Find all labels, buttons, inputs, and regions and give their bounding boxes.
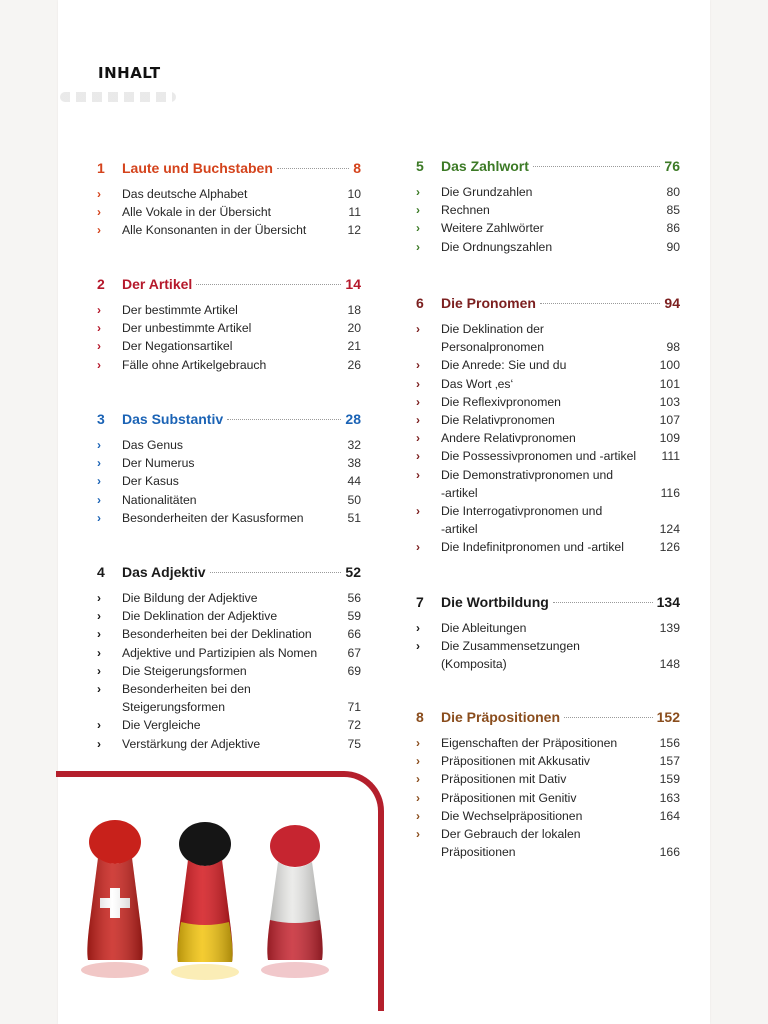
toc-entry[interactable] xyxy=(416,429,680,447)
entry-title: Das Wort ‚es‘ xyxy=(441,376,514,391)
entry-title: Die Zusammensetzungen (Komposita) xyxy=(441,639,580,672)
toc-entry[interactable] xyxy=(97,454,361,472)
chapter-5 xyxy=(416,158,680,256)
entry-title: Der Kasus xyxy=(122,474,179,489)
entry-page-number: 80 xyxy=(666,185,680,199)
toc-entry[interactable] xyxy=(416,238,680,256)
entry-title: Fälle ohne Artikelgebrauch xyxy=(122,357,267,372)
toc-entry[interactable] xyxy=(97,680,361,716)
chevron-right-icon: › xyxy=(97,339,101,354)
entry-title: Der bestimmte Artikel xyxy=(122,303,238,317)
chevron-right-icon: › xyxy=(97,609,101,624)
chevron-right-icon: › xyxy=(416,621,420,635)
entry-title: Besonderheiten bei der Deklination xyxy=(122,627,312,642)
entry-page-number: 157 xyxy=(659,754,680,769)
entry-page-number: 103 xyxy=(659,394,680,409)
chevron-right-icon: › xyxy=(416,790,420,805)
entry-title: Das deutsche Alphabet xyxy=(122,187,248,201)
entry-page-number: 164 xyxy=(659,808,680,823)
chapter-title: Die Wortbildung xyxy=(441,594,549,610)
entry-page-number: 107 xyxy=(659,413,680,428)
flag-game-pieces-illustration xyxy=(70,810,360,1010)
entry-title: Besonderheiten bei den Steigerungsformen xyxy=(122,682,251,715)
chevron-right-icon: › xyxy=(416,467,420,482)
chevron-right-icon: › xyxy=(97,492,101,507)
entry-title: Die Steigerungsformen xyxy=(122,663,247,678)
toc-entry[interactable] xyxy=(416,502,680,538)
toc-entry[interactable] xyxy=(416,201,680,219)
chapter-entries xyxy=(416,619,680,674)
chapter-number: 4 xyxy=(97,564,105,580)
german-flag-piece xyxy=(171,822,239,980)
entry-page-number: 20 xyxy=(347,321,361,336)
entry-page-number: 72 xyxy=(347,718,361,733)
entry-title: Der Numerus xyxy=(122,456,195,471)
chevron-right-icon: › xyxy=(97,736,101,751)
chevron-right-icon: › xyxy=(97,456,101,471)
chevron-right-icon: › xyxy=(97,303,101,317)
entry-title: Der unbestimmte Artikel xyxy=(122,321,252,336)
entry-page-number: 21 xyxy=(347,339,361,354)
chevron-right-icon: › xyxy=(416,540,420,555)
chevron-right-icon: › xyxy=(416,431,420,446)
chevron-right-icon: › xyxy=(416,185,420,199)
entry-page-number: 111 xyxy=(661,449,680,464)
entry-title: Die Possessivpronomen und -artikel xyxy=(441,449,637,464)
chevron-right-icon: › xyxy=(97,663,101,678)
austrian-flag-piece xyxy=(261,825,329,978)
entry-page-number: 166 xyxy=(659,845,680,860)
entry-title: Alle Konsonanten in der Übersicht xyxy=(122,223,307,238)
chapter-number: 5 xyxy=(416,158,424,174)
entry-title: Adjektive und Partizipien als Nomen xyxy=(122,645,318,660)
chapter-entries xyxy=(97,589,361,753)
chapter-4 xyxy=(97,564,361,753)
chapter-heading[interactable] xyxy=(97,276,361,298)
toc-entry[interactable] xyxy=(97,662,361,680)
chevron-right-icon: › xyxy=(97,205,101,220)
entry-page-number: 90 xyxy=(666,239,680,254)
entry-title: Eigenschaften der Präpositionen xyxy=(441,736,618,750)
chevron-right-icon: › xyxy=(416,322,420,336)
chapter-number: 6 xyxy=(416,295,424,311)
chapter-heading[interactable] xyxy=(416,594,680,616)
dot-leader xyxy=(564,717,653,718)
chapter-heading[interactable] xyxy=(416,295,680,317)
chevron-right-icon: › xyxy=(416,413,420,428)
toc-entry[interactable] xyxy=(97,589,361,607)
chapter-heading[interactable] xyxy=(97,564,361,586)
entry-title: Die Wechselpräpositionen xyxy=(441,808,583,823)
entry-page-number: 69 xyxy=(347,663,361,678)
chevron-right-icon: › xyxy=(416,221,420,236)
entry-page-number: 59 xyxy=(347,609,361,624)
toc-entry[interactable] xyxy=(97,607,361,625)
chapter-heading[interactable] xyxy=(416,158,680,180)
entry-page-number: 11 xyxy=(348,205,361,220)
entry-title: Die Indefinitpronomen und -artikel xyxy=(441,540,624,555)
entry-title: Die Demonstrativpronomen und -artikel xyxy=(441,467,614,500)
chapter-1 xyxy=(97,160,361,240)
chapter-title: Die Pronomen xyxy=(441,295,536,311)
chevron-right-icon: › xyxy=(416,376,420,391)
toc-entry[interactable] xyxy=(416,375,680,393)
chapter-title: Das Adjektiv xyxy=(122,564,206,580)
chevron-right-icon: › xyxy=(97,438,101,452)
chapter-title: Das Substantiv xyxy=(122,411,224,427)
entry-title: Präpositionen mit Akkusativ xyxy=(441,754,591,769)
entry-page-number: 100 xyxy=(659,358,680,373)
entry-page-number: 86 xyxy=(666,221,680,236)
entry-title: Weitere Zahlwörter xyxy=(441,221,544,236)
toc-entry[interactable] xyxy=(97,203,361,221)
entry-title: Rechnen xyxy=(441,203,490,218)
entry-title: Alle Vokale in der Übersicht xyxy=(122,205,272,220)
toc-entry[interactable] xyxy=(416,807,680,825)
toc-entry[interactable] xyxy=(416,219,680,237)
toc-entry[interactable] xyxy=(416,320,680,356)
chapter-entries xyxy=(416,734,680,861)
entry-title: Die Relativpronomen xyxy=(441,413,555,428)
chapter-entries xyxy=(97,301,361,374)
chapter-number: 3 xyxy=(97,411,105,427)
toc-entry[interactable] xyxy=(416,466,680,502)
entry-page-number: 67 xyxy=(347,645,361,660)
dot-leader xyxy=(553,602,653,603)
chapter-number: 7 xyxy=(416,594,424,610)
swiss-flag-piece xyxy=(81,820,149,978)
entry-page-number: 98 xyxy=(666,340,680,355)
entry-title: Die Vergleiche xyxy=(122,718,201,733)
entry-title: Die Deklination der Personalpronomen xyxy=(441,322,544,355)
chapter-3 xyxy=(97,411,361,527)
chevron-right-icon: › xyxy=(97,510,101,525)
entry-page-number: 163 xyxy=(659,790,680,805)
chapter-7 xyxy=(416,594,680,674)
chapter-number: 8 xyxy=(416,709,424,725)
entry-page-number: 116 xyxy=(660,485,680,500)
toc-entry[interactable] xyxy=(416,770,680,788)
chevron-right-icon: › xyxy=(97,357,101,372)
entry-page-number: 85 xyxy=(666,203,680,218)
entry-title: Die Anrede: Sie und du xyxy=(441,358,567,373)
toc-entry[interactable] xyxy=(97,356,361,374)
entry-page-number: 18 xyxy=(347,303,361,317)
entry-title: Präpositionen mit Genitiv xyxy=(441,790,577,805)
faded-subtitle-decoration xyxy=(60,92,176,102)
entry-page-number: 51 xyxy=(347,510,361,525)
toc-entry[interactable] xyxy=(97,436,361,454)
toc-entry[interactable] xyxy=(416,619,680,637)
chapter-page-number: 94 xyxy=(664,295,680,311)
chevron-right-icon: › xyxy=(416,203,420,218)
chevron-right-icon: › xyxy=(97,474,101,489)
toc-entry[interactable] xyxy=(416,734,680,752)
entry-page-number: 139 xyxy=(659,621,680,635)
toc-entry[interactable] xyxy=(416,411,680,429)
chapter-title: Die Präpositionen xyxy=(441,709,561,725)
chevron-right-icon: › xyxy=(416,639,420,654)
chapter-title: Der Artikel xyxy=(122,276,193,292)
entry-title: Die Deklination der Adjektive xyxy=(122,609,278,624)
chevron-right-icon: › xyxy=(416,808,420,823)
entry-title: Nationalitäten xyxy=(122,492,197,507)
chevron-right-icon: › xyxy=(97,627,101,642)
entry-title: Die Ableitungen xyxy=(441,621,527,635)
entry-title: Präpositionen mit Dativ xyxy=(441,772,567,787)
toc-entry[interactable] xyxy=(97,509,361,527)
entry-page-number: 12 xyxy=(347,223,361,238)
chapter-heading[interactable] xyxy=(416,709,680,731)
entry-title: Andere Relativpronomen xyxy=(441,431,576,446)
chapter-page-number: 152 xyxy=(656,709,680,725)
toc-entry[interactable] xyxy=(97,491,361,509)
chevron-right-icon: › xyxy=(416,772,420,787)
toc-entry[interactable] xyxy=(97,185,361,203)
page-title: INHALT xyxy=(98,64,161,82)
chevron-right-icon: › xyxy=(97,645,101,660)
entry-page-number: 44 xyxy=(347,474,361,489)
entry-page-number: 38 xyxy=(347,456,361,471)
chapter-heading[interactable] xyxy=(97,160,361,182)
entry-title: Das Genus xyxy=(122,438,183,452)
chevron-right-icon: › xyxy=(416,358,420,373)
toc-entry[interactable] xyxy=(97,301,361,319)
chevron-right-icon: › xyxy=(97,321,101,336)
entry-title: Die Grundzahlen xyxy=(441,185,533,199)
toc-entry[interactable] xyxy=(416,789,680,807)
toc-entry[interactable] xyxy=(97,625,361,643)
dot-leader xyxy=(227,419,341,420)
entry-page-number: 126 xyxy=(659,540,680,555)
dot-leader xyxy=(210,572,342,573)
toc-entry[interactable] xyxy=(416,538,680,556)
chapter-number: 1 xyxy=(97,160,105,176)
entry-page-number: 159 xyxy=(659,772,680,787)
chapter-number: 2 xyxy=(97,276,105,292)
entry-page-number: 109 xyxy=(659,431,680,446)
chapter-entries xyxy=(97,436,361,527)
chevron-right-icon: › xyxy=(416,827,420,842)
chapter-entries xyxy=(416,320,680,557)
toc-entry[interactable] xyxy=(416,752,680,770)
entry-page-number: 75 xyxy=(347,736,361,751)
chapter-page-number: 14 xyxy=(345,276,361,292)
chevron-right-icon: › xyxy=(97,591,101,605)
chapter-page-number: 28 xyxy=(345,411,361,427)
chapter-page-number: 8 xyxy=(353,160,361,176)
entry-title: Der Gebrauch der lokalen Präpositionen xyxy=(441,827,581,860)
entry-page-number: 32 xyxy=(347,438,361,452)
entry-page-number: 66 xyxy=(347,627,361,642)
entry-title: Der Negationsartikel xyxy=(122,339,233,354)
chevron-right-icon: › xyxy=(97,682,101,697)
entry-page-number: 10 xyxy=(347,187,361,201)
dot-leader xyxy=(196,284,341,285)
chevron-right-icon: › xyxy=(416,754,420,769)
toc-entry[interactable] xyxy=(416,393,680,411)
toc-entry[interactable] xyxy=(97,735,361,753)
toc-entry[interactable] xyxy=(416,356,680,374)
dot-leader xyxy=(533,166,661,167)
toc-entry[interactable] xyxy=(97,337,361,355)
toc-entry[interactable] xyxy=(416,183,680,201)
toc-entry[interactable] xyxy=(97,716,361,734)
toc-entry[interactable] xyxy=(97,644,361,662)
chevron-right-icon: › xyxy=(416,504,420,519)
chapter-page-number: 76 xyxy=(664,158,680,174)
chapter-entries xyxy=(416,183,680,256)
entry-title: Verstärkung der Adjektive xyxy=(122,736,261,751)
chapter-title: Das Zahlwort xyxy=(441,158,529,174)
toc-entry[interactable] xyxy=(416,637,680,673)
chapter-page-number: 52 xyxy=(345,564,361,580)
entry-page-number: 50 xyxy=(347,492,361,507)
chevron-right-icon: › xyxy=(97,187,101,201)
toc-entry[interactable] xyxy=(97,221,361,239)
chapter-title: Laute und Buchstaben xyxy=(122,160,273,176)
entry-page-number: 156 xyxy=(659,736,680,750)
chapter-entries xyxy=(97,185,361,240)
entry-title: Besonderheiten der Kasusformen xyxy=(122,510,304,525)
entry-page-number: 124 xyxy=(659,522,680,537)
chevron-right-icon: › xyxy=(416,449,420,464)
dot-leader xyxy=(540,303,661,304)
chevron-right-icon: › xyxy=(416,239,420,254)
chevron-right-icon: › xyxy=(416,394,420,409)
chevron-right-icon: › xyxy=(97,223,101,238)
chevron-right-icon: › xyxy=(416,736,420,750)
entry-page-number: 26 xyxy=(347,357,361,372)
toc-entry[interactable] xyxy=(416,447,680,465)
entry-title: Die Interrogativpronomen und -artikel xyxy=(441,504,603,537)
chapter-2 xyxy=(97,276,361,374)
entry-title: Die Bildung der Adjektive xyxy=(122,591,258,605)
chapter-6 xyxy=(416,295,680,557)
toc-entry[interactable] xyxy=(97,472,361,490)
toc-entry[interactable] xyxy=(416,825,680,861)
entry-title: Die Ordnungszahlen xyxy=(441,239,553,254)
entry-page-number: 56 xyxy=(347,591,361,605)
entry-page-number: 71 xyxy=(347,700,361,715)
entry-title: Die Reflexivpronomen xyxy=(441,394,561,409)
toc-entry[interactable] xyxy=(97,319,361,337)
chapter-8 xyxy=(416,709,680,861)
chapter-heading[interactable] xyxy=(97,411,361,433)
chevron-right-icon: › xyxy=(97,718,101,733)
entry-page-number: 101 xyxy=(659,376,680,391)
dot-leader xyxy=(277,168,349,169)
chapter-page-number: 134 xyxy=(656,594,680,610)
entry-page-number: 148 xyxy=(659,657,680,672)
